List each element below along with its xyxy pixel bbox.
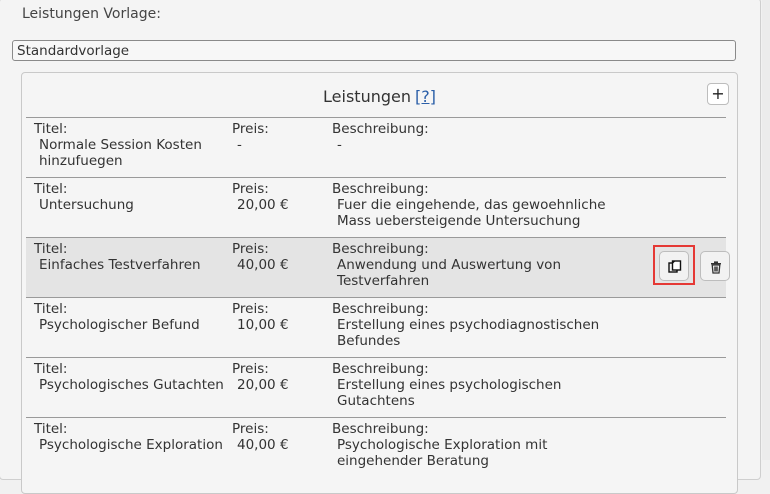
title-value: Normale Session Kosten xyxy=(39,137,202,153)
panel-title xyxy=(22,87,737,106)
price-cell xyxy=(232,421,322,453)
description-value-line2: Mass uebersteigende Untersuchung xyxy=(337,213,581,229)
description-value: Erstellung eines psychologischen xyxy=(337,377,562,393)
description-cell xyxy=(332,241,632,289)
description-cell xyxy=(332,121,632,153)
price-label: Preis: xyxy=(232,241,269,257)
title-cell xyxy=(34,361,224,393)
price-value: 20,00 € xyxy=(237,197,289,213)
leistung-row xyxy=(26,357,726,418)
title-value: Psychologisches Gutachten xyxy=(39,377,224,393)
price-cell xyxy=(232,361,322,393)
page-scroll-edge xyxy=(762,0,770,460)
description-cell xyxy=(332,421,632,469)
leistungen-panel xyxy=(21,72,738,494)
help-link[interactable]: [?] xyxy=(414,87,436,106)
description-value-line2: Gutachtens xyxy=(337,393,415,409)
title-cell xyxy=(34,121,224,169)
title-label: Titel: xyxy=(34,361,68,377)
title-label: Titel: xyxy=(34,121,68,137)
title-label: Titel: xyxy=(34,241,68,257)
description-label: Beschreibung: xyxy=(332,121,429,137)
price-cell xyxy=(232,121,322,153)
panel-title-text: Leistungen xyxy=(323,87,411,106)
title-cell xyxy=(34,421,224,453)
description-cell xyxy=(332,301,632,349)
title-cell xyxy=(34,241,224,273)
title-cell xyxy=(34,181,224,213)
description-value: Psychologische Exploration mit xyxy=(337,437,548,453)
description-value-line2: Befundes xyxy=(337,333,401,349)
description-label: Beschreibung: xyxy=(332,241,429,257)
title-value: Psychologische Exploration xyxy=(39,437,223,453)
leistung-row xyxy=(26,117,726,178)
leistung-row-selected[interactable] xyxy=(26,237,726,298)
price-label: Preis: xyxy=(232,181,269,197)
price-value: 40,00 € xyxy=(237,437,289,453)
template-select[interactable]: Standardvorlage xyxy=(12,40,736,61)
description-cell xyxy=(332,181,632,229)
price-cell xyxy=(232,241,322,273)
price-value: - xyxy=(237,137,242,153)
description-cell xyxy=(332,361,632,409)
description-label: Beschreibung: xyxy=(332,421,429,437)
delete-button[interactable] xyxy=(700,251,730,281)
price-label: Preis: xyxy=(232,301,269,317)
description-value: - xyxy=(337,137,342,153)
title-cell xyxy=(34,301,224,333)
title-value: Einfaches Testverfahren xyxy=(39,257,201,273)
description-value: Erstellung eines psychodiagnostischen xyxy=(337,317,600,333)
price-label: Preis: xyxy=(232,121,269,137)
description-value-line2: eingehender Beratung xyxy=(337,453,489,469)
leistung-row xyxy=(26,177,726,238)
description-label: Beschreibung: xyxy=(332,361,429,377)
title-value: Untersuchung xyxy=(39,197,134,213)
price-value: 20,00 € xyxy=(237,377,289,393)
price-cell xyxy=(232,181,322,213)
title-label: Titel: xyxy=(34,421,68,437)
leistung-row xyxy=(26,417,726,478)
vorlage-label: Leistungen Vorlage: xyxy=(22,6,161,22)
description-label: Beschreibung: xyxy=(332,301,429,317)
focus-highlight xyxy=(653,245,695,285)
price-label: Preis: xyxy=(232,361,269,377)
description-value-line2: Testverfahren xyxy=(337,273,430,289)
title-label: Titel: xyxy=(34,301,68,317)
description-label: Beschreibung: xyxy=(332,181,429,197)
description-value: Fuer die eingehende, das gewoehnliche xyxy=(337,197,606,213)
title-value: Psychologischer Befund xyxy=(39,317,200,333)
trash-icon xyxy=(709,260,723,274)
title-label: Titel: xyxy=(34,181,68,197)
add-leistung-button[interactable]: + xyxy=(707,83,729,105)
title-value-line2: hinzufuegen xyxy=(39,153,123,169)
price-value: 10,00 € xyxy=(237,317,289,333)
price-label: Preis: xyxy=(232,421,269,437)
price-value: 40,00 € xyxy=(237,257,289,273)
price-cell xyxy=(232,301,322,333)
description-value: Anwendung und Auswertung von xyxy=(337,257,562,273)
leistung-row xyxy=(26,297,726,358)
